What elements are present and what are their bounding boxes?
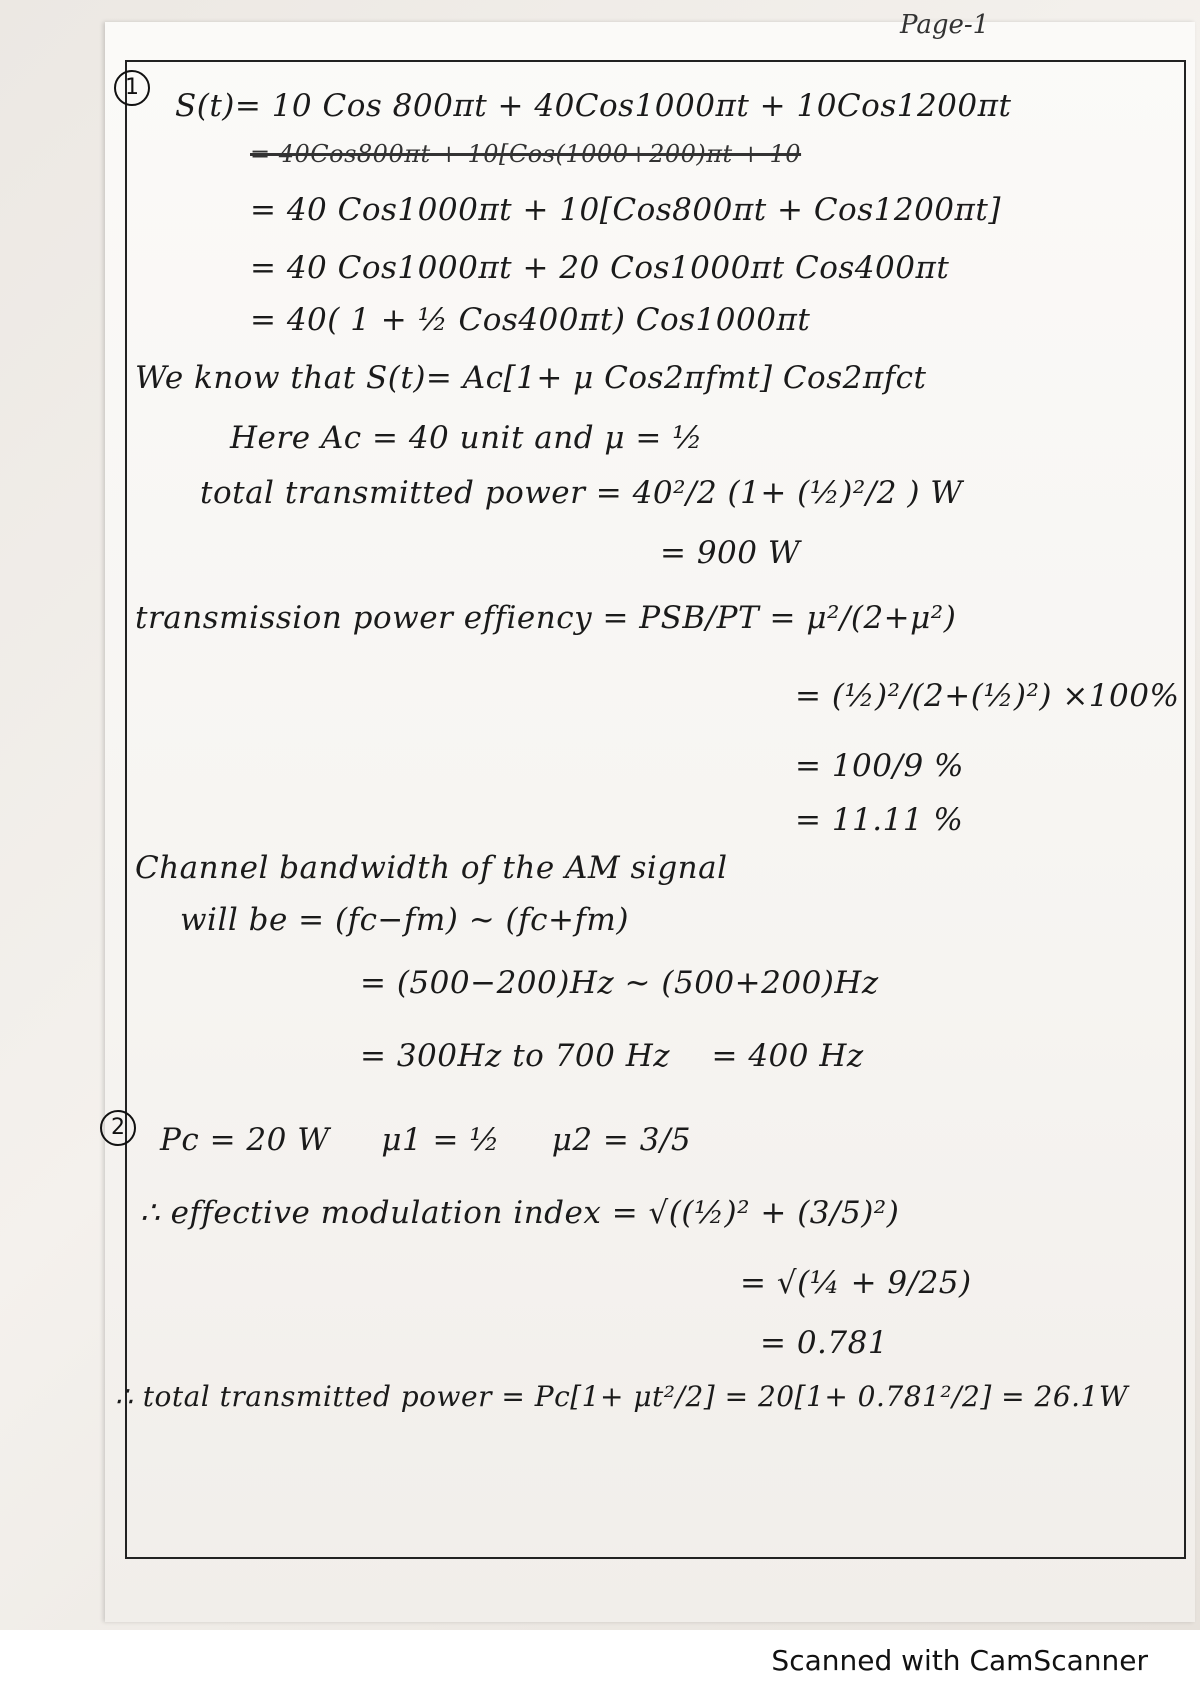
q1-line-7: Here Ac = 40 unit and μ = ½ (230, 420, 703, 456)
q2-line-4: = 0.781 (760, 1325, 889, 1361)
q1-line-11: = (½)²/(2+(½)²) ×100% (795, 678, 1180, 714)
q2-line-5: ∴ total transmitted power = Pc[1+ μt²/2] = 20[1+ 0.781²/2] = 26.1W (115, 1380, 1129, 1413)
page-label: Page-1 (900, 10, 990, 40)
q1-line-16: = (500−200)Hz ~ (500+200)Hz (360, 965, 879, 1001)
q2-line-3: = √(¼ + 9/25) (740, 1265, 972, 1301)
q1-line-15: will be = (fc−fm) ~ (fc+fm) (180, 902, 629, 938)
q1-line-13: = 11.11 % (795, 802, 964, 838)
camscanner-watermark: Scanned with CamScanner (771, 1644, 1148, 1677)
q1-line-4: = 40 Cos1000πt + 20 Cos1000πt Cos400πt (250, 250, 950, 286)
q1-line-6: We know that S(t)= Ac[1+ μ Cos2πfmt] Cos2πfct (135, 360, 927, 396)
q1-line-3: = 40 Cos1000πt + 10[Cos800πt + Cos1200πt] (250, 192, 1001, 228)
q1-line-8: total transmitted power = 40²/2 (1+ (½)²/2 ) W (200, 475, 963, 511)
q2-line-1: Pc = 20 W μ1 = ½ μ2 = 3/5 (160, 1122, 692, 1158)
question-2-number: 2 (100, 1110, 136, 1146)
q1-line-1: S(t)= 10 Cos 800πt + 40Cos1000πt + 10Cos1200πt (175, 88, 1012, 124)
q1-line-5: = 40( 1 + ½ Cos400πt) Cos1000πt (250, 302, 811, 338)
question-1-number: 1 (114, 70, 150, 106)
q1-line-10: transmission power effiency = PSB/PT = μ²/(2+μ²) (135, 600, 957, 636)
q1-line-2-struck: = 40Cos800πt + 10[Cos(1000+200)πt + 10 (250, 140, 802, 168)
footer-bar (0, 1630, 1200, 1698)
q1-line-17: = 300Hz to 700 Hz = 400 Hz (360, 1038, 864, 1074)
q1-line-12: = 100/9 % (795, 748, 964, 784)
q2-line-2: ∴ effective modulation index = √((½)² + (3/5)²) (140, 1195, 900, 1231)
q1-line-9: = 900 W (660, 535, 801, 571)
q1-line-14: Channel bandwidth of the AM signal (135, 850, 728, 886)
